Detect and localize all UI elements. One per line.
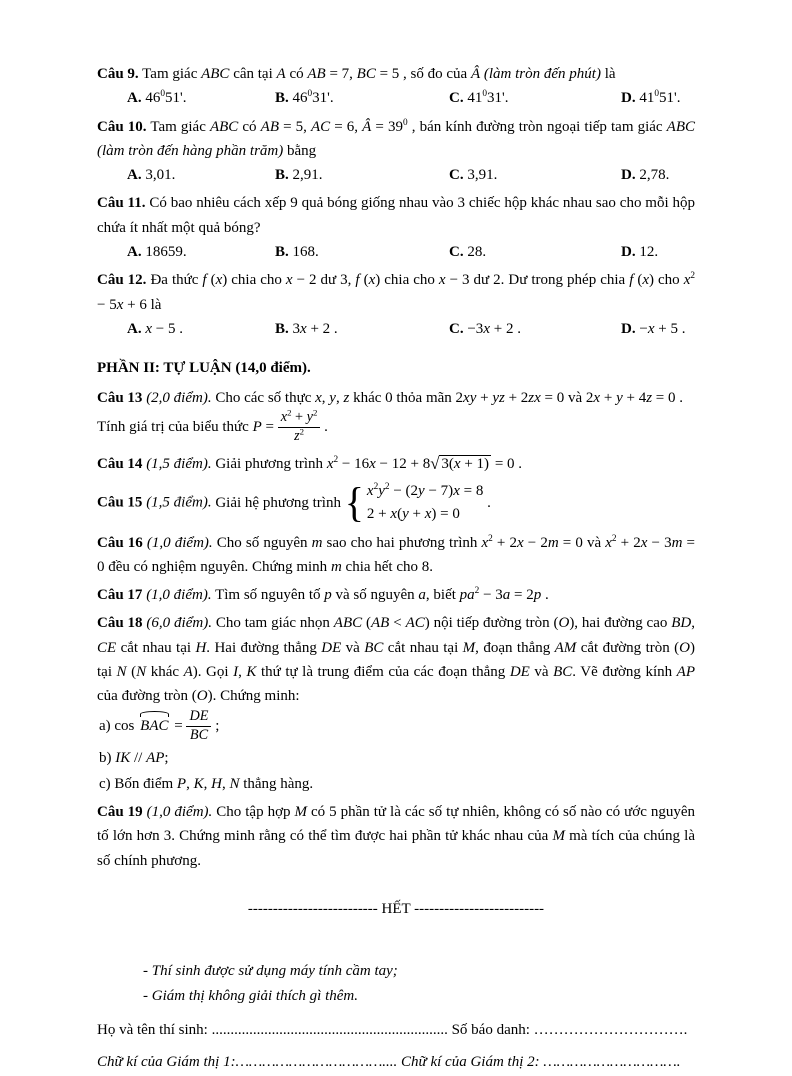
question-label: Câu 13	[97, 389, 143, 406]
question-18	[97, 611, 695, 796]
option-value: −x + 5 .	[639, 320, 686, 337]
question-17	[97, 583, 695, 607]
exam-notes	[97, 959, 695, 1008]
option-value: 168.	[292, 244, 319, 261]
sub-item-b: b) IK // AP;	[99, 749, 169, 766]
essay-section	[97, 386, 695, 873]
question-text	[97, 386, 695, 410]
question-label: Câu 12.	[97, 272, 147, 289]
option-b	[275, 240, 449, 264]
option-value: 12.	[639, 244, 659, 261]
option-value: 3,01.	[145, 167, 176, 184]
question-text	[97, 62, 695, 86]
option-label: D.	[621, 90, 636, 107]
question-label: Câu 18	[97, 615, 143, 632]
question-label: Câu 10.	[97, 118, 147, 135]
question-12	[97, 268, 695, 341]
question-text	[97, 480, 695, 527]
option-b	[275, 163, 449, 187]
proctor-signature-line: Chữ kí của Giám thị 1:…………………………….... Chữ kí của Giám thị 2: ………………………….	[97, 1054, 681, 1071]
option-d	[621, 317, 695, 341]
option-value: $41^051'$.	[639, 89, 681, 107]
option-label: C.	[449, 167, 464, 184]
note-calculator: - Thí sinh được sử dụng máy tính cầm tay;	[143, 963, 398, 980]
question-14	[97, 449, 695, 476]
part2-heading: PHẦN II: TỰ LUẬN (14,0 điểm).	[97, 360, 311, 377]
option-value: 28.	[467, 244, 487, 261]
question-11	[97, 191, 695, 264]
option-value: $46^031'$.	[292, 89, 334, 107]
candidate-name-line: Họ và tên thí sinh: ............................................................... Số báo danh: ………………………….	[97, 1021, 688, 1038]
option-label: A.	[127, 90, 142, 107]
option-b	[275, 317, 449, 341]
option-label: D.	[621, 320, 636, 337]
question-points: (1,0 điểm).	[146, 804, 213, 821]
question-points: (1,0 điểm).	[146, 587, 212, 604]
option-b	[275, 86, 449, 110]
option-d	[621, 163, 695, 187]
question-text	[97, 449, 695, 476]
question-body: Có bao nhiêu cách xếp 9 quả bóng giống nhau vào 3 chiếc hộp khác nhau sao cho mỗi hộp chứa ít nhất một quả bóng?	[97, 195, 695, 236]
question-9	[97, 62, 695, 111]
question-label: Câu 17	[97, 587, 143, 604]
option-label: C.	[449, 90, 464, 107]
option-value: 18659.	[145, 244, 187, 261]
option-c	[449, 163, 621, 187]
question-body: Tam giác ABC có AB = 5, AC = 6, Â = $39^0$ , bán kính đường tròn ngoại tiếp tam giác ABC (làm tròn đến hàng phần trăm) bằng	[97, 117, 695, 159]
question-text	[97, 268, 695, 317]
question-points: (1,5 điểm).	[146, 494, 212, 511]
question-label: Câu 9.	[97, 66, 139, 82]
question-body: Cho tam giác nhọn ABC (AB < AC) nội tiếp đường tròn (O), hai đường cao BD, CE cắt nhau tại H. Hai đường thẳng DE và BC cắt nhau tại M, đoạn thẳng AM cắt đường tròn (O) tại N (N khác A). Gọi I, K thứ tự là trung điểm của các đoạn thẳng DE và BC. Vẽ đường kính AP của đường tròn (O). Chứng minh:	[97, 615, 695, 705]
question-body: Tam giác ABC cân tại A có AB = 7, BC = 5 , số đo của Â (làm tròn đến phút) là	[142, 66, 616, 82]
question-16	[97, 531, 695, 580]
question-13	[97, 386, 695, 445]
option-label: A.	[127, 244, 142, 261]
question-15	[97, 480, 695, 527]
option-c	[449, 240, 621, 264]
question-points: (1,5 điểm).	[146, 455, 212, 472]
question-text	[97, 583, 695, 607]
question-body: Cho tập hợp M có 5 phần tử là các số tự nhiên, không có số nào có ước nguyên tố lớn hơn 3. Chứng minh rằng có thể tìm được hai phần tử khác nhau của M mà tích của chúng là số chính phương.	[97, 804, 696, 869]
option-value: $41^031'$.	[467, 89, 509, 107]
option-value: 2,91.	[292, 167, 323, 184]
option-value: 3,91.	[467, 167, 498, 184]
question-10	[97, 115, 695, 188]
sub-item-a: a) cos BAC = $\frac{DE}{BC}$ ;	[99, 707, 220, 743]
sub-item-c: c) Bốn điểm P, K, H, N thẳng hàng.	[99, 775, 314, 792]
option-d	[621, 86, 695, 110]
option-label: B.	[275, 90, 289, 107]
question-body-line2: Tính giá trị của biểu thức P = $\frac{x^2 + y^2}{z^2}$ .	[97, 407, 328, 444]
multiple-choice-section	[97, 62, 695, 341]
end-of-exam-marker: -------------------------- HẾT --------------------------	[247, 901, 545, 918]
option-label: B.	[275, 320, 289, 337]
option-a	[127, 86, 275, 110]
option-d	[621, 240, 695, 264]
option-value: 2,78.	[639, 167, 670, 184]
option-label: D.	[621, 167, 636, 184]
question-text	[97, 115, 695, 164]
option-label: D.	[621, 244, 636, 261]
answer-options	[97, 163, 695, 187]
question-body: Đa thức f (x) chia cho x − 2 dư 3, f (x) chia cho x − 3 dư 2. Dư trong phép chia f (x) cho $x^2 - 5x + 6$ là	[97, 271, 696, 313]
option-value: 3x + 2 .	[292, 320, 338, 337]
question-points: (1,0 điểm).	[146, 534, 213, 551]
option-c	[449, 317, 621, 341]
question-body: Cho số nguyên m sao cho hai phương trình $x^2 + 2x - 2m = 0$ và $x^2 + 2x - 3m = 0$ đều có nghiệm nguyên. Chứng minh m chia hết cho 8.	[97, 533, 696, 575]
question-label: Câu 19	[97, 804, 143, 821]
question-19	[97, 800, 695, 873]
answer-options	[97, 317, 695, 341]
question-points: (6,0 điểm).	[146, 615, 212, 632]
question-label: Câu 14	[97, 455, 143, 472]
question-body: Cho các số thực x, y, z khác 0 thỏa mãn 2xy + yz + 2zx = 0 và 2x + y + 4z = 0 .	[215, 389, 684, 406]
answer-options	[97, 240, 695, 264]
option-a	[127, 163, 275, 187]
question-label: Câu 15	[97, 494, 143, 511]
question-label: Câu 16	[97, 534, 143, 551]
question-text	[97, 531, 695, 580]
option-label: C.	[449, 244, 464, 261]
question-text	[97, 191, 695, 240]
option-value: x − 5 .	[145, 320, 183, 337]
option-label: C.	[449, 320, 464, 337]
note-proctor: - Giám thị không giải thích gì thêm.	[143, 987, 358, 1004]
answer-options	[97, 86, 695, 110]
option-c	[449, 86, 621, 110]
option-label: A.	[127, 320, 142, 337]
question-text	[97, 800, 695, 873]
question-text	[97, 611, 695, 708]
question-label: Câu 11.	[97, 195, 146, 212]
question-body: Giải phương trình $x^2 - 16x - 12 + 8√$ 3(x + 1) = 0 .	[215, 453, 523, 473]
option-value: $46^051'$.	[145, 89, 187, 107]
option-value: −3x + 2 .	[467, 320, 521, 337]
question-body: Giải hệ phương trình { $x^2y^2 - (2y - 7)x = 8$ 2 + x(y + x) = 0 .	[215, 479, 491, 527]
question-body: Tìm số nguyên tố p và số nguyên a, biết $pa^2 - 3a = 2p$ .	[215, 586, 549, 604]
option-label: B.	[275, 167, 289, 184]
option-label: A.	[127, 167, 142, 184]
option-a	[127, 317, 275, 341]
question-points: (2,0 điểm).	[146, 389, 212, 406]
option-a	[127, 240, 275, 264]
option-label: B.	[275, 244, 289, 261]
